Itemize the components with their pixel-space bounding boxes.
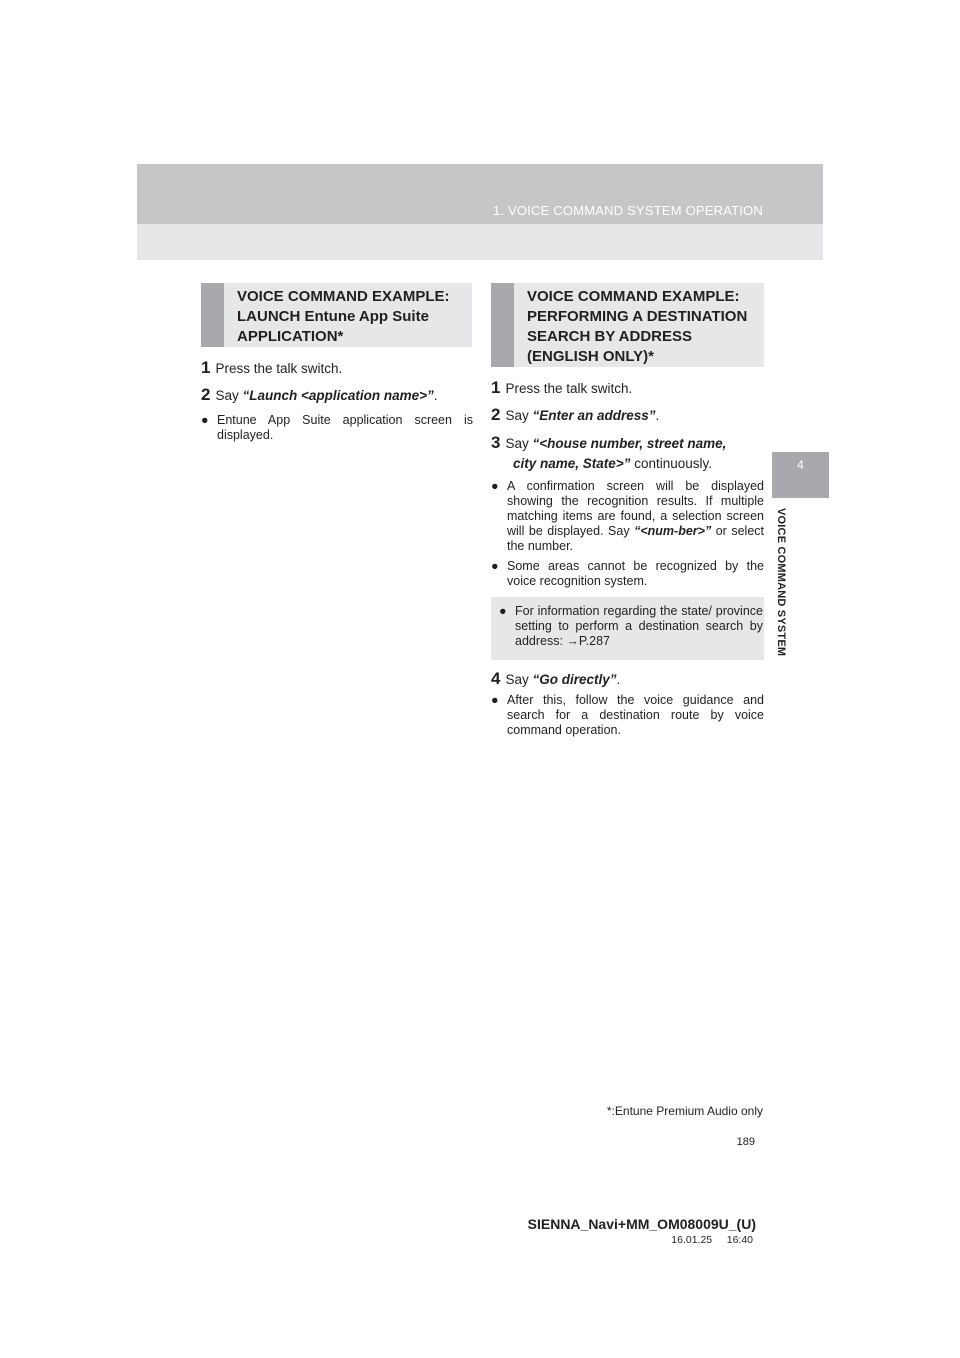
section-title: VOICE COMMAND EXAMPLE: PERFORMING A DESTINATION SEARCH BY ADDRESS (ENGLISH ONLY)* <box>527 288 748 365</box>
step-number: 2 <box>201 385 211 404</box>
voice-command: “<num-ber>” <box>634 524 712 538</box>
bullet-icon: ● <box>491 693 499 707</box>
right-bullet-2 <box>491 559 764 589</box>
step-number: 3 <box>491 433 501 452</box>
right-bullet-1 <box>491 479 764 554</box>
bullet-text: Entune App Suite application screen is displayed. <box>217 413 473 442</box>
voice-command: “<house number, street name, <box>532 436 727 451</box>
chapter-label <box>770 508 792 678</box>
footnote: *:Entune Premium Audio only <box>606 1104 763 1118</box>
info-box <box>491 597 764 660</box>
step-text: Press the talk switch. <box>505 381 633 396</box>
voice-command: “Go directly” <box>532 672 617 687</box>
step-text: Say <box>505 408 533 423</box>
left-step-2 <box>201 385 438 405</box>
header-band <box>137 164 823 224</box>
chapter-tab <box>772 452 829 498</box>
bullet-icon: ● <box>491 559 499 573</box>
left-bullet-1 <box>201 413 473 443</box>
right-step-3-cont <box>513 456 712 471</box>
info-text: For information regarding the state/ province setting to perform a destination search by address: →P.287 <box>515 604 763 648</box>
voice-command: “Enter an address” <box>532 408 656 423</box>
page-number: 189 <box>736 1136 755 1148</box>
bullet-icon: ● <box>499 604 507 618</box>
step-number: 1 <box>201 358 211 377</box>
right-step-2 <box>491 405 659 425</box>
bullet-text: After this, follow the voice guidance and search for a destination route by voice command operation. <box>507 693 764 737</box>
right-bullet-3 <box>491 693 764 738</box>
step-text: Say <box>505 436 533 451</box>
bullet-text: A confirmation screen will be displayed showing the recognition results. If multiple matching items are found, a selection screen will be displayed. Say <box>507 479 764 538</box>
step-text-end: . <box>616 672 621 687</box>
chapter-title: 1. VOICE COMMAND SYSTEM OPERATION <box>492 203 763 218</box>
step-number: 2 <box>491 405 501 424</box>
step-number: 1 <box>491 378 501 397</box>
right-section-header <box>491 283 764 367</box>
step-number: 4 <box>491 669 501 688</box>
info-bullet <box>499 604 763 649</box>
print-date: 16.01.25 16:40 <box>671 1234 753 1246</box>
voice-command-cont: city name, State>” <box>513 456 631 471</box>
step-text: Press the talk switch. <box>215 361 343 376</box>
bullet-icon: ● <box>201 413 209 427</box>
right-step-1 <box>491 378 632 398</box>
bullet-text-end: or select the number. <box>507 524 764 553</box>
header-sub-band <box>137 224 823 260</box>
section-marker <box>201 283 224 347</box>
voice-command: “Launch <application name>” <box>242 388 434 403</box>
left-section-header <box>201 283 472 347</box>
chapter-label-text: VOICE COMMAND SYSTEM <box>775 508 787 657</box>
right-step-4 <box>491 669 620 689</box>
step-text: Say <box>215 388 243 403</box>
step-text-end: . <box>655 408 660 423</box>
section-marker <box>491 283 514 367</box>
step-text-end: continuously. <box>630 456 712 471</box>
step-text-end: . <box>433 388 438 403</box>
section-title: VOICE COMMAND EXAMPLE: LAUNCH Entune App Suite APPLICATION* <box>237 288 450 345</box>
step-text: Say <box>505 672 533 687</box>
right-step-3 <box>491 433 726 453</box>
chapter-number: 4 <box>797 458 804 472</box>
bullet-text: Some areas cannot be recognized by the voice recognition system. <box>507 559 764 588</box>
document-code: SIENNA_Navi+MM_OM08009U_(U) <box>527 1216 756 1232</box>
bullet-icon: ● <box>491 479 499 493</box>
left-step-1 <box>201 358 342 378</box>
